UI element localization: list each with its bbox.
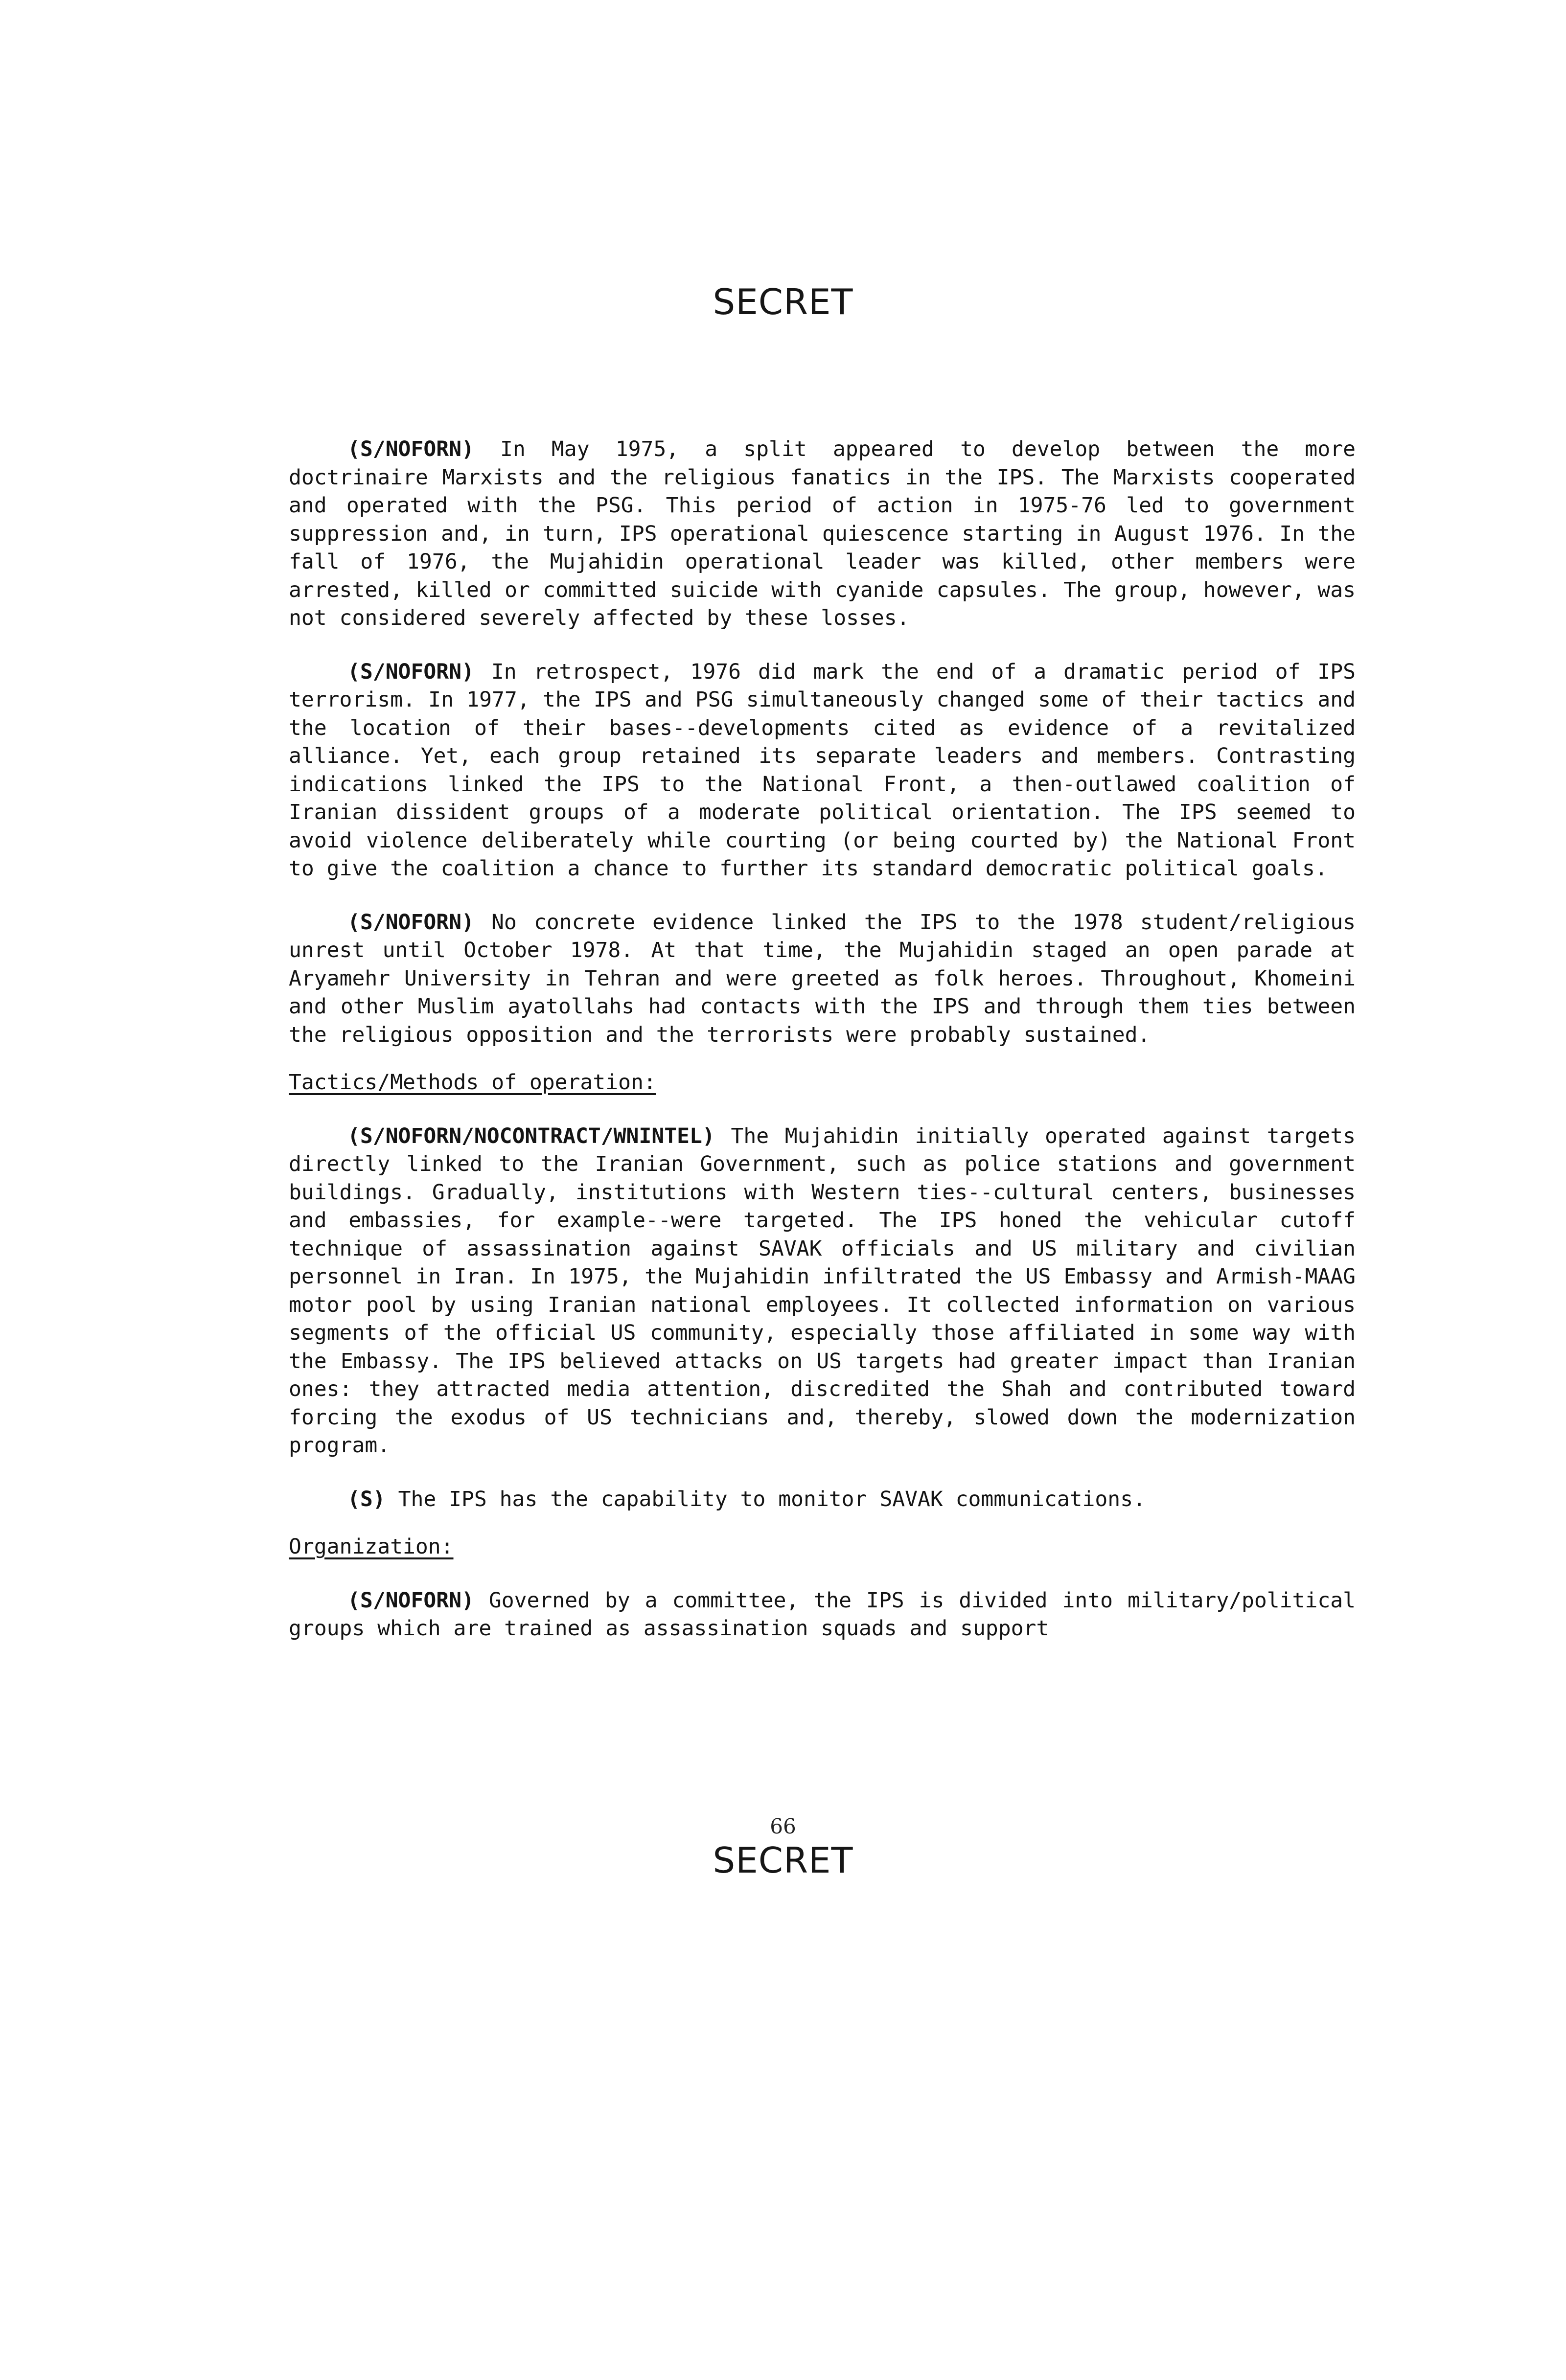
paragraph-unrest-1978 (289, 909, 1356, 1050)
paragraph-text: In retrospect, 1976 did mark the end of a dramatic period of IPS terrorism. In 1977, the IPS and PSG simultaneously changed some of their tactics and the location of their bases--developments cited as evidence of a revitalized alliance. Yet, each group retained its separate leaders and members. Contrasting indications linked the IPS to the National Front, a then-outlawed coalition of Iranian dissident groups of a moderate political orientation. The IPS seemed to avoid violence deliberately while courting (or being courted by) the National Front to give the coalition a chance to further its standard democratic political goals. (289, 659, 1356, 881)
paragraph-text: Governed by a committee, the IPS is divided into military/political groups which are trained as assassination squads and support (289, 1588, 1356, 1641)
paragraph-organization (289, 1587, 1356, 1643)
page-number: 66 (770, 1814, 796, 1838)
paragraph-text: No concrete evidence linked the IPS to the 1978 student/religious unrest until October 1978. At that time, the Mujahidin staged an open parade at Aryamehr University in Tehran and were greeted as folk heroes. Throughout, Khomeini and other Muslim ayatollahs had contacts with the IPS and through them ties between the religious opposition and the terrorists were probably sustained. (289, 910, 1356, 1047)
paragraph-retrospect-1976 (289, 658, 1356, 883)
paragraph-text: In May 1975, a split appeared to develop between the more doctrinaire Marxists and the religious fanatics in the IPS. The Marxists cooperated and operated with the PSG. This period of action in 1975-76 led to government suppression and, in turn, IPS operational quiescence starting in August 1976. In the fall of 1976, the Mujahidin operational leader was killed, other members were arrested, killed or committed suicide with cyanide capsules. The group, however, was not considered severely affected by these losses. (289, 437, 1356, 630)
section-heading-tactics: Tactics/Methods of operation: (289, 1070, 656, 1095)
paragraph-classification-tag: (S/NOFORN) (347, 437, 474, 461)
paragraph-classification-tag: (S/NOFORN/NOCONTRACT/WNINTEL) (347, 1123, 715, 1148)
paragraph-tactics (289, 1122, 1356, 1460)
paragraph-classification-tag: (S) (347, 1487, 386, 1511)
document-body (289, 435, 1356, 1669)
paragraph-text: The Mujahidin initially operated against targets directly linked to the Iranian Government, such as police stations and government buildings. Gradually, institutions with Western ties--cultural centers, businesses and embassies, for example--were targeted. The IPS honed the vehicular cutoff technique of assassination against SAVAK officials and US military and civilian personnel in Iran. In 1975, the Mujahidin infiltrated the US Embassy and Armish-MAAG motor pool by using Iranian national employees. It collected information on various segments of the official US community, especially those affiliated in some way with the Embassy. The IPS believed attacks on US targets had greater impact than Iranian ones: they attracted media attention, discredited the Shah and contributed toward forcing the exodus of US technicians and, thereby, slowed down the modernization program. (289, 1123, 1356, 1458)
section-heading-organization: Organization: (289, 1534, 454, 1559)
paragraph-split-1975 (289, 435, 1356, 633)
paragraph-savak-monitoring (289, 1486, 1356, 1514)
classification-marking-bottom: SECRET (713, 1840, 853, 1881)
paragraph-text: The IPS has the capability to monitor SAVAK communications. (398, 1487, 1146, 1511)
paragraph-classification-tag: (S/NOFORN) (347, 659, 474, 684)
paragraph-classification-tag: (S/NOFORN) (347, 1588, 474, 1613)
classification-marking-top: SECRET (713, 281, 853, 322)
paragraph-classification-tag: (S/NOFORN) (347, 910, 474, 935)
